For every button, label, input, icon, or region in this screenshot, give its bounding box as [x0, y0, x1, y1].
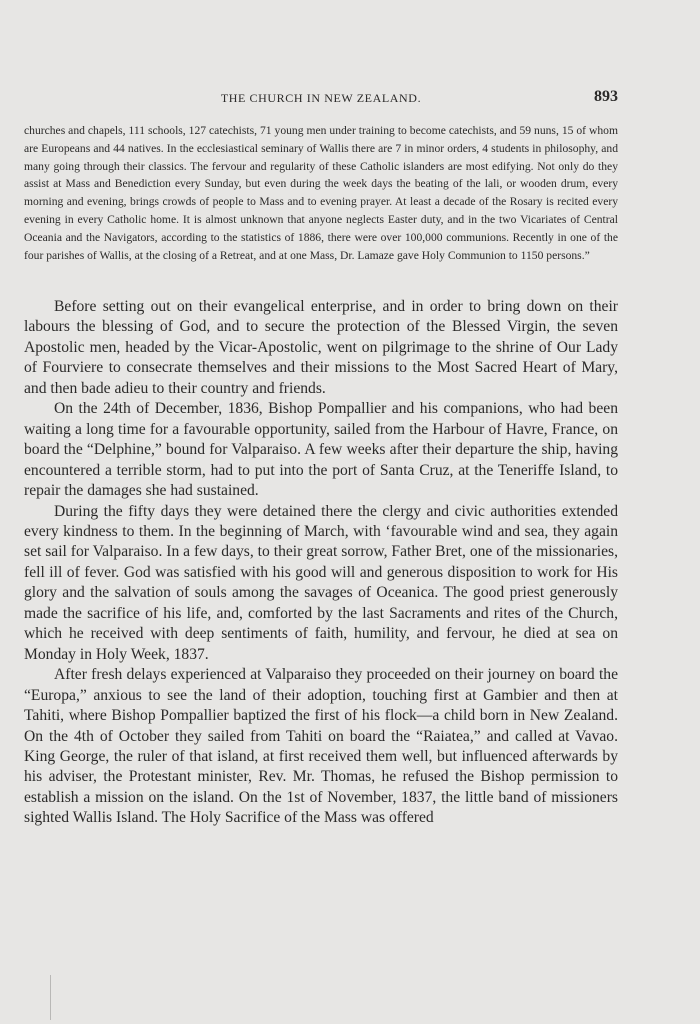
page-header [24, 88, 618, 108]
body-text [24, 297, 618, 829]
page-margin-mark [50, 975, 51, 1020]
page-number: 893 [594, 88, 618, 105]
paragraph-father-bret: During the fifty days they were detained there the clergy and civic authorities extended every kindness to them. In the beginning of March, with ‘favourable wind and sea, they again set sail for Valparaiso. In a few days, to their great sorrow, Father Bret, one of the missionaries, fell ill of fever. God was satisfied with his good will and generous disposition to work for His glory and the salvation of souls among the savages of Oceanica. The good priest generously made the sacrifice of his life, and, comforted by the last Sacraments and rites of the Church, which he received with deep sentiments of faith, humility, and fervour, he died at sea on Monday in Holy Week, 1837. [24, 502, 618, 663]
paragraph-departure: On the 24th of December, 1836, Bishop Pompallier and his companions, who had been waiting a long time for a favourable opportunity, sailed from the Harbour of Havre, France, on board the “Delphine,” bound for Valparaiso. A few weeks after their departure the ship, having encountered a terrible storm, had to put into the port of Santa Cruz, at the Teneriffe Island, to repair the damages she had sustained. [24, 400, 618, 500]
paragraph-pilgrimage: Before setting out on their evangelical enterprise, and in order to bring down on their labours the blessing of God, and to secure the protection of the Blessed Virgin, the seven Apostolic men, headed by the Vicar-Apostolic, went on pilgrimage to the shrine of Our Lady of Fourviere to consecrate themselves and their missions to the Most Sacred Heart of Mary, and then bade adieu to their country and friends. [24, 298, 618, 397]
paragraph-voyage: After fresh delays experienced at Valparaiso they proceeded on their journey on board the “Europa,” anxious to see the land of their adoption, touching first at Gambier and then at Tahiti, where Bishop Pompallier baptized the first of his flock—a child born in New Zealand. On the 4th of October they sailed from Tahiti on board the “Raiatea,” and called at Vavao. King George, the ruler of that island, at first received them well, but influenced afterwards by his adviser, the Protestant minister, Rev. Mr. Thomas, he refused the Bishop permission to establish a mission on the island. On the 1st of November, 1837, the little band of missioners sighted Wallis Island. The Holy Sacrifice of the Mass was offered [24, 666, 618, 827]
quoted-passage: churches and chapels, 111 schools, 127 catechists, 71 young men under training to become catechists, and 59 nuns, 15 of whom are Europeans and 44 natives. In the ecclesiastical seminary of Wallis there are 7 in minor orders, 4 students in philosophy, and many going through their classics. The fervour and regularity of these Catholic islanders are most edifying. Not only do they assist at Mass and Benediction every Sunday, but even during the week days the beating of the lali, or wooden drum, every morning and evening, brings crowds of people to Mass and to evening prayer. At least a decade of the Rosary is recited every evening in every Catholic home. It is almost unknown that anyone neglects Easter duty, and in the two Vicariates of Central Oceania and the Navigators, according to the statistics of 1886, there were over 100,000 communions. Recently in one of the four parishes of Wallis, at the closing of a Retreat, and at one Mass, Dr. Lamaze gave Holy Communion to 1150 persons.” [24, 124, 618, 262]
running-title: THE CHURCH IN NEW ZEALAND. [220, 91, 422, 105]
